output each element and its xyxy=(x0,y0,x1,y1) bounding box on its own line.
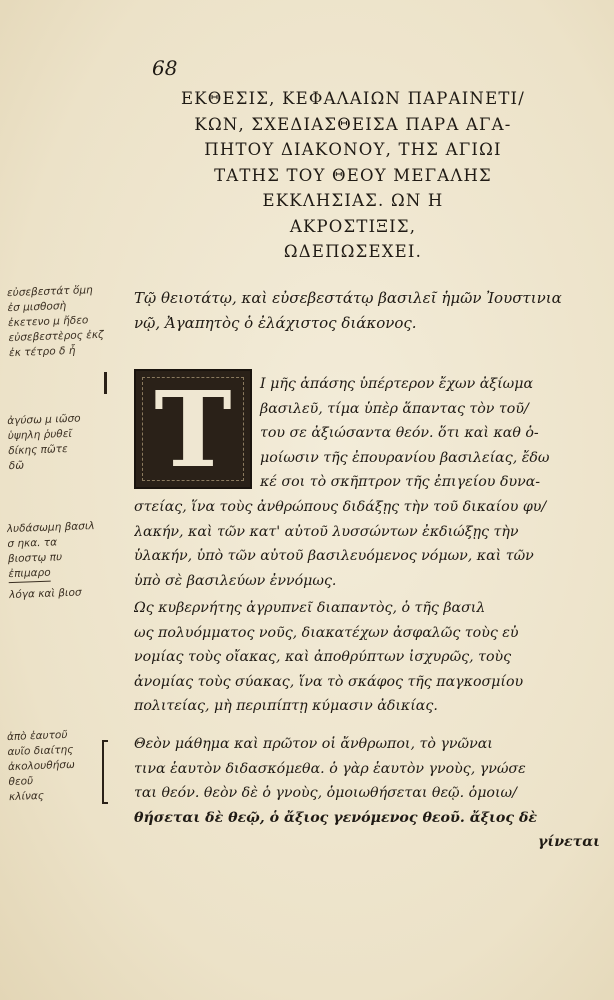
text-line: Ως κυβερνήτης ἀγρυπνεῖ διαπαντὸς, ὁ τῆς βασιλ xyxy=(134,600,486,616)
text-line: ἀνομίας τοὺς σύακας, ἵνα τὸ σκάφος τῆς παγκοσμίου xyxy=(134,673,524,690)
text-line: γίνεται xyxy=(537,834,600,851)
note-line: σ ηκα. τα xyxy=(7,536,58,551)
note-line: εὐσεβεστάτ ὅμη xyxy=(6,284,93,300)
page-number: 68 xyxy=(152,56,178,80)
text-line: λακήν, καὶ τῶν κατ' αὐτοῦ λυσσώντων ἐκδιώξῃς τὴν xyxy=(134,523,519,540)
note-line: αυῖο διαίτης xyxy=(7,743,74,759)
heading-line: ΩΔΕΠΩΣΕΧΕΙ. xyxy=(283,242,423,261)
margin-note xyxy=(7,282,130,361)
note-line: κλίνας xyxy=(8,789,45,804)
note-line: λόγα καὶ βιοσ xyxy=(8,586,82,602)
note-line: ἀπὸ ἑαυτοῦ xyxy=(6,729,68,744)
note-line: εὐσεβεστὲρος ἐκζ xyxy=(8,328,104,345)
margin-note xyxy=(7,726,130,805)
text-line: κέ σοι τὸ σκῆπτρον τῆς ἐπιγείου δυνα- xyxy=(260,474,541,491)
text-line: ὑπὸ σὲ βασιλεύων ἐννόμως. xyxy=(134,572,337,589)
paragraph-3 xyxy=(134,732,600,855)
note-line: ἐσ μισθοσὴ xyxy=(7,300,67,315)
text-line: νομίας τοὺς οἴακας, καὶ ἀποθρύπτων ἰσχυρῶς, τοὺς xyxy=(134,649,512,666)
note-line: ὑψηλη ῥυθεῖ xyxy=(7,427,73,443)
initial-letter: T xyxy=(154,369,232,489)
note-line: ἀγύσω μ ιῶσο xyxy=(7,412,81,428)
note-line: δῶ xyxy=(8,459,25,473)
note-line: ἐπιμαρο xyxy=(8,566,51,583)
text-line: Θεὸν μάθημα καὶ πρῶτον οἱ ἄνθρωποι, τὸ γνῶναι xyxy=(134,736,493,752)
text-line: τινα ἑαυτὸν διδασκόμεθα. ὁ γὰρ ἑαυτὸν γνοὺς, γνώσε xyxy=(134,760,526,777)
heading-line: ΤΑΤΗΣ ΤΟΥ ΘΕΟΥ ΜΕΓΑΛΗΣ xyxy=(214,165,492,185)
text-line: θήσεται δὲ θεῷ, ὁ ἄξιος γενόμενος θεοῦ. ἄξιος δὲ xyxy=(134,809,538,826)
note-line: θεοῦ xyxy=(8,775,34,789)
heading-line: ΚΩΝ, ΣΧΕΔΙΑΣΘΕΙΣΑ ΠΑΡΑ ΑΓΑ- xyxy=(194,114,512,134)
heading-line: ΑΚΡΟΣΤΙΞΙΣ, xyxy=(289,216,417,236)
dedication-text xyxy=(134,286,600,335)
text-line: ὑλακήν, ὑπὸ τῶν αὐτοῦ βασιλευόμενος νόμων, καὶ τῶν xyxy=(134,548,534,565)
note-line: λυδάσωμη βασιλ xyxy=(6,520,95,536)
text-line: μοίωσιν τῆς ἐπουρανίου βασιλείας, ἔδω xyxy=(260,449,550,466)
text-line: ται θεόν. θεὸν δὲ ὁ γνοὺς, ὁμοιωθήσεται θεῷ. ὁμοιω/ xyxy=(134,785,517,802)
note-line: βιοστῳ πυ xyxy=(7,551,63,566)
heading-line: ΠΗΤΟΥ ΔΙΑΚΟΝΟΥ, ΤΗΣ ΑΓΙΩΙ xyxy=(204,140,502,159)
heading-line: ΕΚΘΕΣΙΣ, ΚΕΦΑΛΑΙΩΝ ΠΑΡΑΙΝΕΤΙ/ xyxy=(180,89,525,108)
chapter-heading xyxy=(118,86,588,265)
margin-mark xyxy=(104,372,107,394)
heading-line: ΕΚΚΛΗΣΙΑΣ. ΩΝ Η xyxy=(262,191,444,210)
text-line: του σε ἀξιώσαντα θεόν. ὅτι καὶ καθ ὁ- xyxy=(260,425,539,442)
text-line: Τῷ θειοτάτῳ, καὶ εὐσεβεστάτῳ βασιλεῖ ἡμῶν Ἰουστινια xyxy=(134,289,562,307)
text-line: Ι μῆς ἁπάσης ὑπέρτερον ἔχων ἀξίωμα xyxy=(260,376,534,392)
text-line: βασιλεῦ, τίμα ὑπὲρ ἅπαντας τὸν τοῦ/ xyxy=(260,400,529,417)
margin-note xyxy=(7,518,130,603)
text-line: ως πολυόμματος νοῦς, διακατέχων ἀσφαλῶς τοὺς εὐ xyxy=(134,624,519,641)
text-line: νῷ, Ἀγαπητὸς ὁ ἐλάχιστος διάκονος. xyxy=(134,313,417,332)
text-line: πολιτείας, μὴ περιπίπτῃ κύμασιν ἀδικίας. xyxy=(134,698,438,715)
note-line: ἀκολουθήσω xyxy=(7,758,75,774)
paragraph-1 xyxy=(134,369,600,593)
note-line: δίκης πῶτε xyxy=(8,443,68,458)
note-line: ἐκ τέτρο δ ἦ xyxy=(8,344,76,360)
margin-note xyxy=(7,410,129,474)
paragraph-2 xyxy=(134,596,600,719)
text-line: στείας, ἵνα τοὺς ἀνθρώπους διδάξῃς τὴν τοῦ δικαίου φυ/ xyxy=(134,498,547,515)
note-line: ἐκετενο μ ἤδεο xyxy=(7,314,89,330)
